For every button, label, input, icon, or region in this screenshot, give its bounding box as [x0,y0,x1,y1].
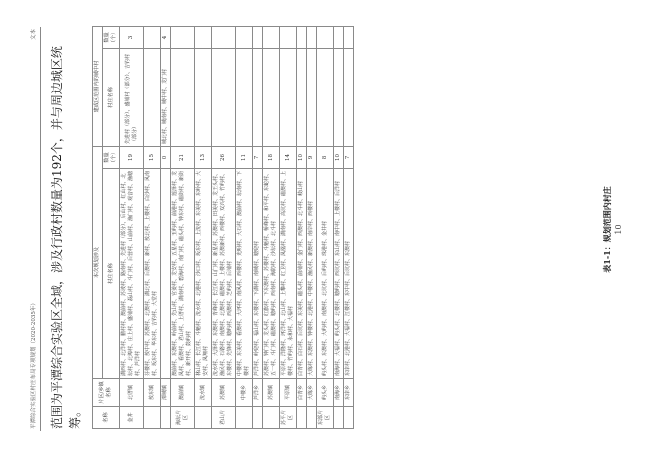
cell-villages: 白青村、白石村、后坑村、东美村、磁头村、前埔村、金门村、西澳村、北斗村、岐山村 [297,169,307,379]
table-row [334,26,344,428]
running-header [26,27,41,431]
cell-name [195,407,212,429]
cell-count: 13 [195,146,212,168]
cell-villages: 大练村、东澳村、钟楼村、北港村、中楼村、渔民村、新澳村、南岸村、西楼村 [307,169,317,379]
cell-edge-villages [195,48,212,146]
cell-edge-villages [297,48,307,146]
cell-villages: 芬楼村、敖中村、苏澳村、北澳村、湖北村、后澳村、新村、敖北村、上楼村、白沙村、风南村、坂东村、华东村、吉钓村、大堂村 [144,169,161,379]
group-edge-header: 建成区范围内的城中村 [93,26,103,146]
cell-edge-villages [307,48,317,146]
cell-name: 东部片区 [317,407,334,429]
plan-villages-header: 村庄名称 [103,169,120,379]
cell-count: 7 [253,146,263,168]
cell-count: 8 [317,146,334,168]
cell-villages: 南海村、大福村、屿头村、北楼村、塘屿村、西坑村、东山村、南中村、上楼村、后洋村 [334,169,344,379]
cell-name [297,407,307,429]
edge-villages-header: 村庄名称 [103,48,120,146]
cell-edge-villages [263,48,280,146]
cell-count: 7 [344,146,354,168]
col-name-header: 名称 [93,407,120,429]
col-township-header: 片区/乡镇名称 [93,379,120,407]
table-row [307,26,317,428]
cell-name [344,407,354,429]
table-row [212,26,236,428]
group-plan-header: 本次规划涉及 [93,146,103,378]
table-body [120,26,354,428]
cell-name [161,407,171,429]
cell-township: 中楼乡 [236,379,253,407]
cell-count: 21 [171,146,195,168]
edge-count-header: 数量（个） [103,26,120,48]
cell-count: 0 [161,146,171,168]
cell-edge-count [307,26,317,48]
header-left-text: 平潭综合实验区村庄布局专项规划（2020-2035年） [31,300,37,429]
cell-township: 大练乡 [307,379,317,407]
plan-count-header: 数量（个） [103,146,120,168]
cell-name [253,407,263,429]
cell-name: 苏平片区 [280,407,297,429]
cell-name: 海坛片区 [171,407,195,429]
cell-township: 北厝镇 [120,379,144,407]
cell-villages: 苏澳村、钟门村、龙头村、红旗村、下东澳村、苏楼村、斗魁村、桥峰村、和平村、东蛇村、五一村、斗门村、磁澳村、塘屿村、西南村、海防村、沙坛村、北斗村 [263,169,280,379]
cell-edge-count: 3 [120,26,144,48]
table-row [236,26,253,428]
header-right-text: 文本 [31,29,37,41]
cell-edge-villages [344,48,354,146]
cell-edge-villages [334,48,344,146]
table-row [195,26,212,428]
cell-edge-count [334,26,344,48]
cell-township: 潭城镇 [161,379,171,407]
cell-edge-count [195,26,212,48]
cell-name [144,407,161,429]
page-number: 10 [614,224,623,235]
cell-count: 14 [280,146,297,168]
cell-edge-count [263,26,280,48]
table-row [280,26,297,428]
cell-township: 屿头乡 [317,379,334,407]
cell-edge-villages [171,48,195,146]
cell-count: 10 [334,146,344,168]
cell-edge-count [236,26,253,48]
table-row [171,26,195,428]
cell-count: 18 [263,146,280,168]
cell-edge-villages [253,48,263,146]
table-row [253,26,263,428]
cell-edge-villages: 先进村（部分）、盛埔村（部分）、吉钓村（部分） [120,48,144,146]
cell-township: 南海乡 [334,379,344,407]
cell-count: 26 [212,146,236,168]
cell-count: 15 [144,146,161,168]
cell-edge-count [144,26,161,48]
cell-edge-villages [144,48,161,146]
cell-edge-count [344,26,354,48]
cell-name [334,407,344,429]
cell-township: 敖东镇 [144,379,161,407]
cell-township: 白青乡 [297,379,307,407]
cell-villages: 屿头村、东澳村、大屿村、南澳村、北坑村、后屿村、珠港村、金井村 [317,169,334,379]
cell-villages: 中楼村、东美村、看澳村、大坪村、南风村、西楼村、光明村、大石村、澳前村、坛南村、下楼村 [236,169,253,379]
cell-name: 金井 [120,407,144,429]
cell-edge-villages [280,48,297,146]
cell-villages: 澳前村、东澳村、岭前村、先山村、官姜村、龙安村、五星村、玉屿村、前港村、莲泽村、龙凤村、看澳村、君山村、上厝村、湖南村、碧海村、南门村、磁头村、钟东村、磁街村、新街村、新开村、鼓屿村 [171,169,195,379]
cell-count: 19 [120,146,144,168]
cell-township: 东庠乡 [344,379,354,407]
cell-villages: 林山村、长江村、斗魁村、流水村、北港村、沙口村、坂东村、上流村、东美村、东岭村、大安村、凤翔村 [195,169,212,379]
cell-edge-count [280,26,297,48]
cell-township: 澳前镇 [171,379,195,407]
table-row [161,26,171,428]
table-row [344,26,354,428]
cell-count: 11 [236,146,253,168]
intro-paragraph: 范围为平潭综合实验区全域，涉及行政村数量为192个，并与周边城区统筹。 [50,46,82,429]
cell-name [236,407,253,429]
cell-township: 芦洋乡 [253,379,263,407]
cell-edge-villages [236,48,253,146]
cell-edge-count [212,26,236,48]
cell-township: 平原镇 [280,379,297,407]
cell-township: 苏澳镇 [263,379,280,407]
table-caption: 表1-1：规划范围内村庄 [602,186,612,273]
cell-edge-count: 4 [161,26,171,48]
cell-township: 苏澳镇 [212,379,236,407]
cell-edge-count [297,26,307,48]
cell-edge-villages [212,48,236,146]
cell-edge-villages: 城北村、城南村、城中村、龙门村 [161,48,171,146]
cell-villages: 芦洋村、岭兜村、福山村、东楼村、下湖村、南城村、塘兜村 [253,169,263,379]
cell-count: 10 [297,146,307,168]
cell-township: 流水镇 [195,379,212,407]
cell-edge-count [253,26,263,48]
cell-edge-villages [317,48,334,146]
table-row [317,26,334,428]
cell-name [263,407,280,429]
cell-villages [161,169,171,379]
cell-edge-count [171,26,195,48]
table-row [144,26,161,428]
cell-villages: 东庠村、北港村、大福村、江楼村、东中村、后坑村、东澳村 [344,169,354,379]
cell-name [307,407,317,429]
cell-edge-count [317,26,334,48]
table-row [120,26,144,428]
table-head [93,26,120,428]
cell-villages: 湖西村、北洋村、鹏村村、澳前村、苏坡村、路南村、先进村（部分）、后山村、红山村、北坛村、北埠村、庄上村、盛埔村、磊山村、斗门村、后营村、山前村、渔门村、观音村、渔塘村、芦洋村 [120,169,144,379]
cell-villages: 流水村、大泽村、东澳村、青峰村、长江村、山门村、新星村、苏澳村、田美村、龙王头村、渔民村、石磐村、南澳村、北澳村、磁澳村、上楼村、苏澳新村、西楼村、双兴村、竹屿村、东楼村、先锋村、塘屿村、西澳村、芝屿村、后埔村 [212,169,236,379]
cell-count: 9 [307,146,317,168]
cell-villages: 平原村、洋隆村、坪洋村、北山村、上攀村、红卫村、凤凰村、湖南村、高坑村、磁澳村、上楼村、竹屿村、永和村、大福村 [280,169,297,379]
cell-name: 君山片 [212,407,236,429]
village-table [92,26,354,429]
table-row [263,26,280,428]
table-row [297,26,307,428]
